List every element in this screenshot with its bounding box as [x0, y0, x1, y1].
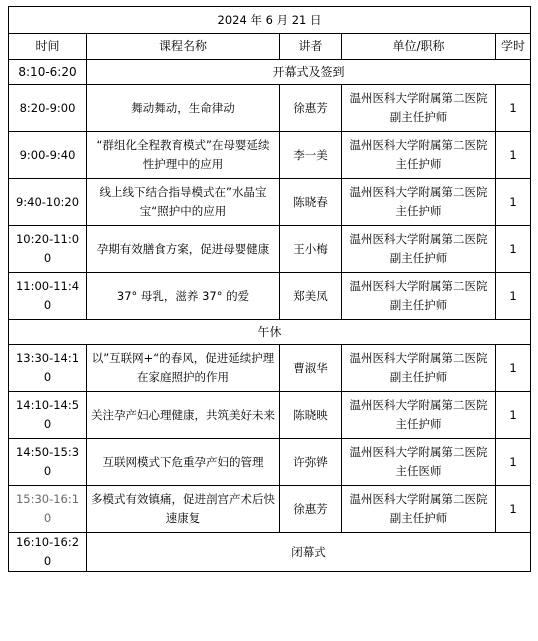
session-time: 10:20-11:00: [9, 226, 87, 273]
session-hours: 1: [496, 179, 531, 226]
table-row: [9, 85, 531, 132]
session-unit: 温州医科大学附属第二医院主任护师: [342, 179, 496, 226]
closing-row: [9, 533, 531, 572]
header-row: [9, 34, 531, 60]
table-row: [9, 179, 531, 226]
session-hours: 1: [496, 439, 531, 486]
session-time: 9:00-9:40: [9, 132, 87, 179]
closing-time: 16:10-16:20: [9, 533, 87, 572]
header-lecturer: 讲者: [280, 34, 342, 60]
session-lecturer: 陈晓春: [280, 179, 342, 226]
table-row: [9, 486, 531, 533]
session-course: 37° 母乳，滋养 37° 的爱: [87, 273, 280, 320]
opening-label: 开幕式及签到: [87, 60, 531, 85]
session-unit: 温州医科大学附属第二医院副主任护师: [342, 273, 496, 320]
session-unit: 温州医科大学附属第二医院主任医师: [342, 439, 496, 486]
session-course: 线上线下结合指导模式在”水晶宝宝“照护中的应用: [87, 179, 280, 226]
session-lecturer: 郑美凤: [280, 273, 342, 320]
session-course: “群组化全程教育模式”在母婴延续性护理中的应用: [87, 132, 280, 179]
lunch-label: 午休: [9, 320, 531, 345]
session-course: 舞动舞动，生命律动: [87, 85, 280, 132]
session-lecturer: 王小梅: [280, 226, 342, 273]
session-time: 14:50-15:30: [9, 439, 87, 486]
session-unit: 温州医科大学附属第二医院副主任护师: [342, 226, 496, 273]
header-unit: 单位/职称: [342, 34, 496, 60]
session-lecturer: 徐惠芳: [280, 486, 342, 533]
session-hours: 1: [496, 273, 531, 320]
session-time: 8:20-9:00: [9, 85, 87, 132]
date-row: [9, 7, 531, 34]
table-row: [9, 226, 531, 273]
opening-time: 8:10-6:20: [9, 60, 87, 85]
lunch-row: [9, 320, 531, 345]
session-lecturer: 许弥铧: [280, 439, 342, 486]
table-row: [9, 392, 531, 439]
header-hours: 学时: [496, 34, 531, 60]
session-time: 9:40-10:20: [9, 179, 87, 226]
session-hours: 1: [496, 85, 531, 132]
session-course: 多模式有效镇痛，促进剖宫产术后快速康复: [87, 486, 280, 533]
session-hours: 1: [496, 132, 531, 179]
closing-label: 闭幕式: [87, 533, 531, 572]
session-hours: 1: [496, 226, 531, 273]
session-lecturer: 徐惠芳: [280, 85, 342, 132]
session-lecturer: 曹淑华: [280, 345, 342, 392]
session-course: 孕期有效膳食方案，促进母婴健康: [87, 226, 280, 273]
opening-row: [9, 60, 531, 85]
header-course: 课程名称: [87, 34, 280, 60]
table-row: [9, 345, 531, 392]
session-time: 11:00-11:40: [9, 273, 87, 320]
session-course: 以”互联网+“的春风，促进延续护理在家庭照护的作用: [87, 345, 280, 392]
session-lecturer: 李一美: [280, 132, 342, 179]
session-unit: 温州医科大学附属第二医院主任护师: [342, 392, 496, 439]
date-title: 2024 年 6 月 21 日: [9, 7, 531, 34]
session-course: 关注孕产妇心理健康，共筑美好未来: [87, 392, 280, 439]
table-row: [9, 273, 531, 320]
session-time: 13:30-14:10: [9, 345, 87, 392]
session-hours: 1: [496, 486, 531, 533]
session-unit: 温州医科大学附属第二医院副主任护师: [342, 85, 496, 132]
session-unit: 温州医科大学附属第二医院副主任护师: [342, 486, 496, 533]
header-time: 时间: [9, 34, 87, 60]
table-row: [9, 439, 531, 486]
session-time: 14:10-14:50: [9, 392, 87, 439]
table-row: [9, 132, 531, 179]
session-unit: 温州医科大学附属第二医院副主任护师: [342, 345, 496, 392]
session-time: 15:30-16:10: [9, 486, 87, 533]
session-lecturer: 陈晓映: [280, 392, 342, 439]
session-hours: 1: [496, 392, 531, 439]
schedule-table: [8, 6, 531, 572]
session-unit: 温州医科大学附属第二医院主任护师: [342, 132, 496, 179]
session-course: 互联网模式下危重孕产妇的管理: [87, 439, 280, 486]
session-hours: 1: [496, 345, 531, 392]
